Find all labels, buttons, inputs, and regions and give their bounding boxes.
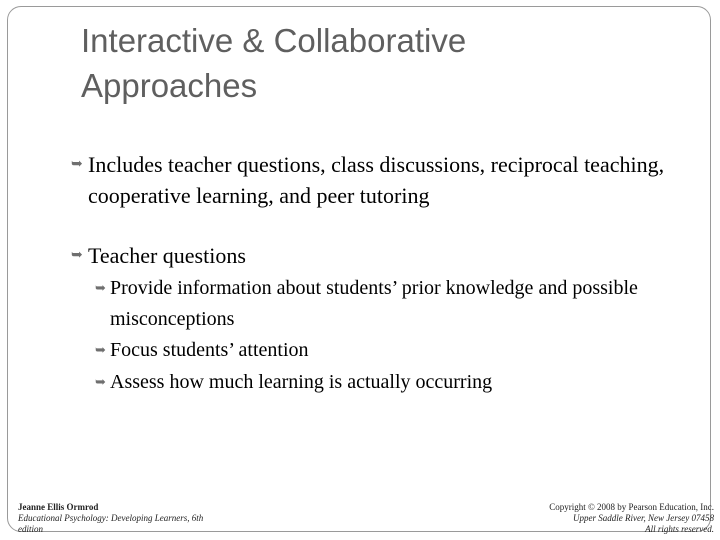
- footer-address: Upper Saddle River, New Jersey 07458: [573, 513, 714, 523]
- sub-bullet-item: [95, 273, 690, 335]
- sub-bullet-text: Focus students’ attention: [110, 339, 309, 361]
- curved-arrow-bullet-icon: ➥: [95, 343, 106, 358]
- curved-arrow-bullet-icon: ➥: [95, 281, 106, 296]
- slide-title: Interactive & Collaborative Approaches: [81, 22, 467, 104]
- footer-rights: All rights reserved.: [645, 524, 714, 534]
- bullet-text: Includes teacher questions, class discussions, reciprocal teaching, cooperative learning, and peer tutoring: [88, 152, 665, 208]
- curved-arrow-bullet-icon: ➥: [71, 156, 83, 172]
- bullet-text: Teacher questions: [88, 243, 246, 268]
- curved-arrow-bullet-icon: ➥: [95, 375, 106, 390]
- sub-bullet-text: Assess how much learning is actually occurring: [110, 371, 493, 393]
- footer-copyright-line: Copyright © 2008 by Pearson Education, Inc.: [549, 502, 714, 512]
- footer-copyright: [474, 502, 714, 535]
- footer-book-title: Educational Psychology: Developing Learners, 6th edition: [18, 513, 204, 534]
- sub-bullet-item: [95, 367, 690, 398]
- sub-bullet-text: Provide information about students’ prior knowledge and possible misconceptions: [110, 277, 638, 330]
- curved-arrow-bullet-icon: ➥: [71, 247, 83, 263]
- bullet-item: [71, 149, 688, 211]
- footer-citation: [18, 502, 218, 535]
- sub-bullet-item: [95, 335, 690, 366]
- bullet-item: [71, 240, 688, 271]
- footer-author: Jeanne Ellis Ormrod: [18, 502, 99, 512]
